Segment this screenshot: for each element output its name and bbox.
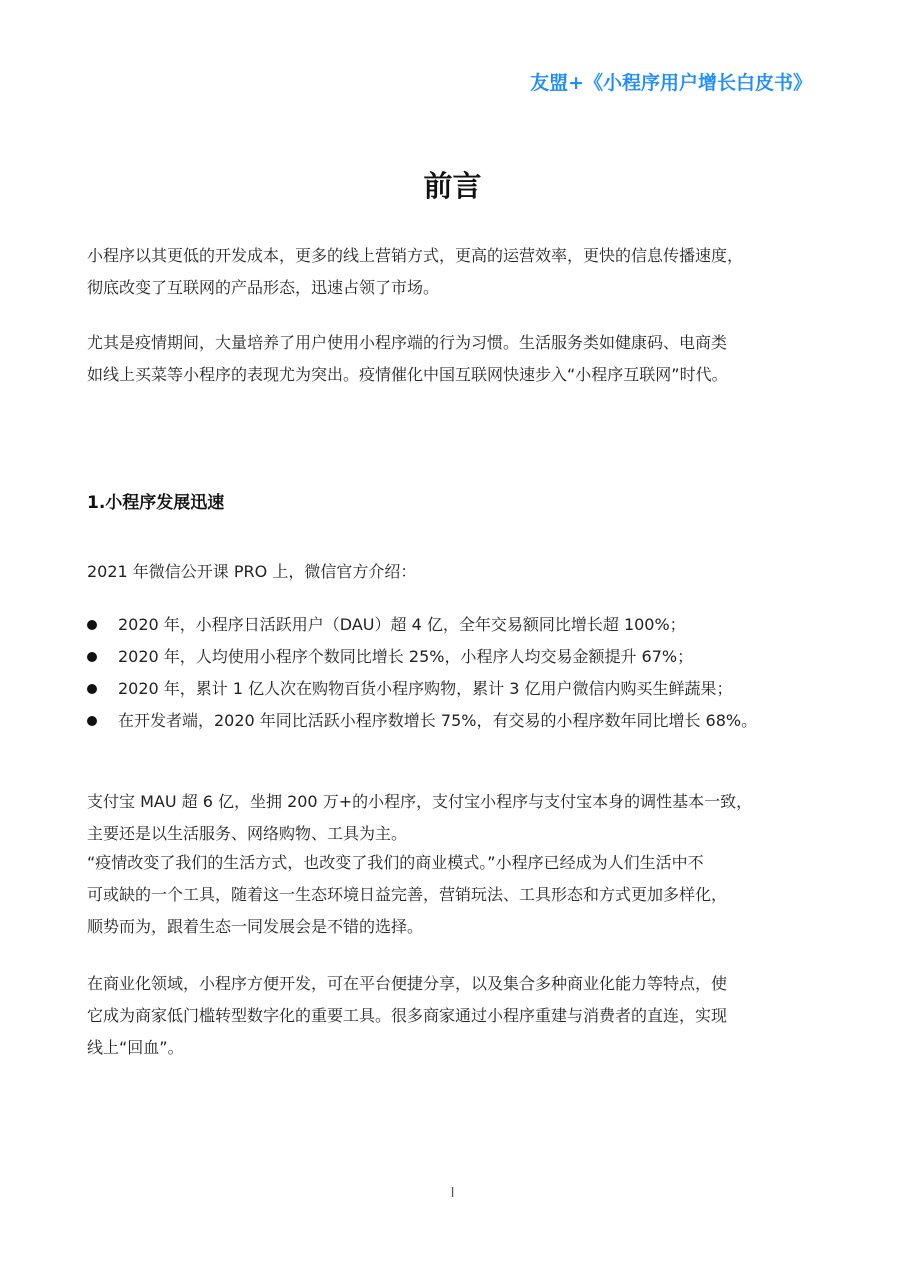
body-paragraph-commerce [87,968,822,1064]
page-title: 前言 [423,169,482,203]
body-paragraph-line: 顺势而为，跟着生态一同发展会是不错的选择。 [87,917,424,936]
body-paragraph-alipay [87,786,822,850]
document-header-title: 友盟+《小程序用户增长白皮书》 [530,72,812,94]
bullet-text: 在开发者端，2020 年同比活跃小程序数增长 75%，有交易的小程序数年同比增长 68%。 [118,711,758,730]
section-heading: 1.小程序发展迅速 [87,493,225,513]
body-paragraph-line: 支付宝 MAU 超 6 亿，坐拥 200 万+的小程序，支付宝小程序与支付宝本身的调性基本一致， [87,792,753,811]
body-paragraph-quote [87,847,822,943]
intro-paragraph-2-line: 如线上买菜等小程序的表现尤为突出。疫情催化中国互联网快速步入“小程序互联网”时代。 [87,365,728,384]
bullet-item [87,673,827,705]
intro-paragraph-2-line: 尤其是疫情期间，大量培养了用户使用小程序端的行为习惯。生活服务类如健康码、电商类 [87,333,728,352]
body-paragraph-line: “疫情改变了我们的生活方式，也改变了我们的商业模式。”小程序已经成为人们生活中不 [87,853,704,872]
bullet-item [87,641,827,673]
bullet-dot-icon [87,684,97,694]
section-lead-line: 2021 年微信公开课 PRO 上，微信官方介绍： [87,562,417,581]
intro-paragraph-1-line: 小程序以其更低的开发成本，更多的线上营销方式，更高的运营效率，更快的信息传播速度， [87,246,744,265]
intro-paragraph-1 [87,240,822,304]
section-lead-paragraph [87,556,822,588]
intro-paragraph-1-line: 彻底改变了互联网的产品形态，迅速占领了市场。 [87,278,440,297]
bullet-text: 2020 年，小程序日活跃用户（DAU）超 4 亿，全年交易额同比增长超 100%； [118,615,686,634]
intro-paragraph-2 [87,327,822,391]
bullet-item [87,705,827,737]
bullet-dot-icon [87,716,97,726]
body-paragraph-line: 可或缺的一个工具，随着这一生态环境日益完善，营销玩法、工具形态和方式更加多样化， [87,885,728,904]
bullet-text: 2020 年，累计 1 亿人次在购物百货小程序购物，累计 3 亿用户微信内购买生鲜蔬果； [118,679,733,698]
bullet-list [87,609,827,737]
bullet-item [87,609,827,641]
bullet-text: 2020 年，人均使用小程序个数同比增长 25%，小程序人均交易金额提升 67%； [118,647,694,666]
bullet-dot-icon [87,652,97,662]
body-paragraph-line: 主要还是以生活服务、网络购物、工具为主。 [87,824,408,843]
body-paragraph-line: 线上“回血”。 [87,1038,184,1057]
body-paragraph-line: 在商业化领域，小程序方便开发，可在平台便捷分享，以及集合多种商业化能力等特点，使 [87,974,728,993]
bullet-dot-icon [87,620,97,630]
page-number: I [450,1186,455,1201]
body-paragraph-line: 它成为商家低门槛转型数字化的重要工具。很多商家通过小程序重建与消费者的直连，实现 [87,1006,728,1025]
